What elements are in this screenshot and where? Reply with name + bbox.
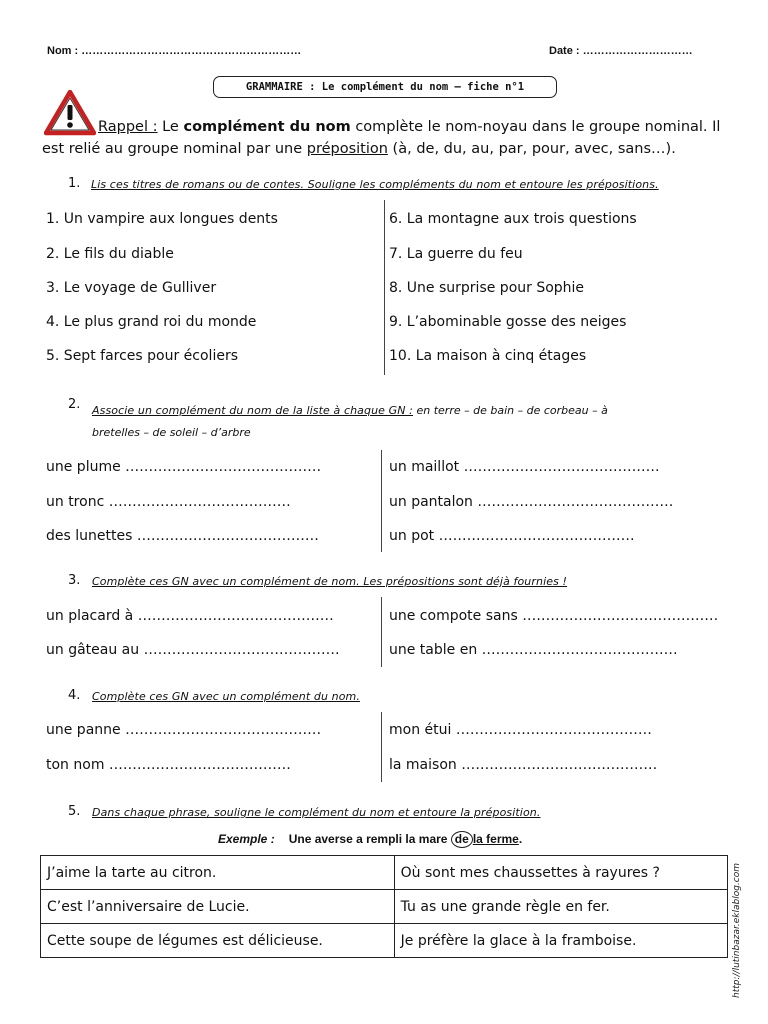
nom-field: Nom : …………………………………………………… [47,45,302,57]
side-url-text: http://lutinbazar.eklablog.com [732,863,742,998]
table-cell: Tu as une grande règle en fer. [394,890,727,924]
ex4-number: 4. [68,688,81,703]
ex4-gn: la maison …………………………………… [389,757,658,773]
ex4-instruction: Complète ces GN avec un complément du nom. [92,690,360,703]
ex1-instruction: Lis ces titres de romans ou de contes. Souligne les compléments du nom et entoure les prépositions. [91,178,659,191]
ex3-instruction: Complète ces GN avec un complément de nom. Les prépositions sont déjà fournies ! [92,575,568,588]
table-cell: Je préfère la glace à la framboise. [394,924,727,958]
table-row [41,856,728,890]
ex1-item: 3. Le voyage de Gulliver [46,280,217,296]
ex2-gn: des lunettes ………………………………… [46,528,319,544]
ex3-divider [381,597,382,667]
ex1-item: 6. La montagne aux trois questions [389,211,637,227]
page-title: GRAMMAIRE : Le complément du nom – fiche n°1 [213,76,557,98]
ex1-item: 7. La guerre du feu [389,246,523,262]
ex2-divider [381,450,382,552]
ex1-item: 8. Une surprise pour Sophie [389,280,585,296]
table-row [41,890,728,924]
ex3-gn: une table en …………………………………… [389,642,678,658]
ex2-gn: un tronc ………………………………… [46,494,291,510]
rappel-text-3: (à, de, du, au, par, pour, avec, sans…). [387,141,676,157]
ex4-gn: mon étui …………………………………… [389,722,652,738]
rappel-bold-term: complément du nom [183,119,351,135]
ex1-item: 4. Le plus grand roi du monde [46,314,257,330]
ex2-gn: un pantalon …………………………………… [389,494,674,510]
rappel-label: Rappel : [98,119,158,135]
ex1-number: 1. [68,176,81,191]
ex2-instruction: Associe un complément du nom de la liste à chaque GN : [92,404,413,417]
table-cell: Où sont mes chaussettes à rayures ? [394,856,727,890]
ex5-sentence-table [40,855,728,958]
table-cell: C’est l’anniversaire de Lucie. [41,890,395,924]
example-complement-underlined: la ferme [472,832,519,846]
ex1-divider [384,200,385,375]
ex2-list-part1: en terre – de bain – de corbeau – à [412,404,608,417]
rappel-paragraph [42,116,742,160]
ex5-number: 5. [68,804,81,819]
table-row [41,924,728,958]
table-cell: Cette soupe de légumes est délicieuse. [41,924,395,958]
ex2-gn: un pot …………………………………… [389,528,635,544]
ex3-number: 3. [68,573,81,588]
ex3-gn: un gâteau au …………………………………… [46,642,340,658]
date-field: Date : ………………………… [549,45,693,57]
ex2-list-part2: bretelles – de soleil – d’arbre [92,426,251,439]
ex1-item: 1. Un vampire aux longues dents [46,211,278,227]
rappel-text-1: Le [157,119,184,135]
ex4-gn: une panne …………………………………… [46,722,322,738]
ex2-instruction-line [92,399,608,418]
ex5-instruction: Dans chaque phrase, souligne le complément du nom et entoure la préposition. [92,806,541,819]
example-sentence-end: . [518,832,523,846]
ex3-gn: une compote sans …………………………………… [389,608,719,624]
ex4-gn: ton nom ………………………………… [46,757,291,773]
ex1-item: 5. Sept farces pour écoliers [46,348,238,364]
ex3-gn: un placard à …………………………………… [46,608,334,624]
ex1-item: 10. La maison à cinq étages [389,348,587,364]
ex2-number: 2. [68,397,81,412]
example-sentence-start: Une averse a rempli la mare [288,832,451,846]
ex1-item: 2. Le fils du diable [46,246,174,262]
rappel-underlined-term: préposition [306,141,388,157]
ex2-gn: un maillot …………………………………… [389,459,660,475]
ex1-item: 9. L’abominable gosse des neiges [389,314,627,330]
example-preposition-circled: de [451,831,473,848]
side-url-watermark [725,860,745,1000]
ex2-gn: une plume …………………………………… [46,459,322,475]
table-cell: J’aime la tarte au citron. [41,856,395,890]
ex5-example [218,831,522,848]
example-label: Exemple : [218,832,275,846]
ex4-divider [381,712,382,782]
rappel-text-2: complète le nom-noyau dans le groupe nominal. Il est relié au groupe nominal par une [42,119,721,157]
